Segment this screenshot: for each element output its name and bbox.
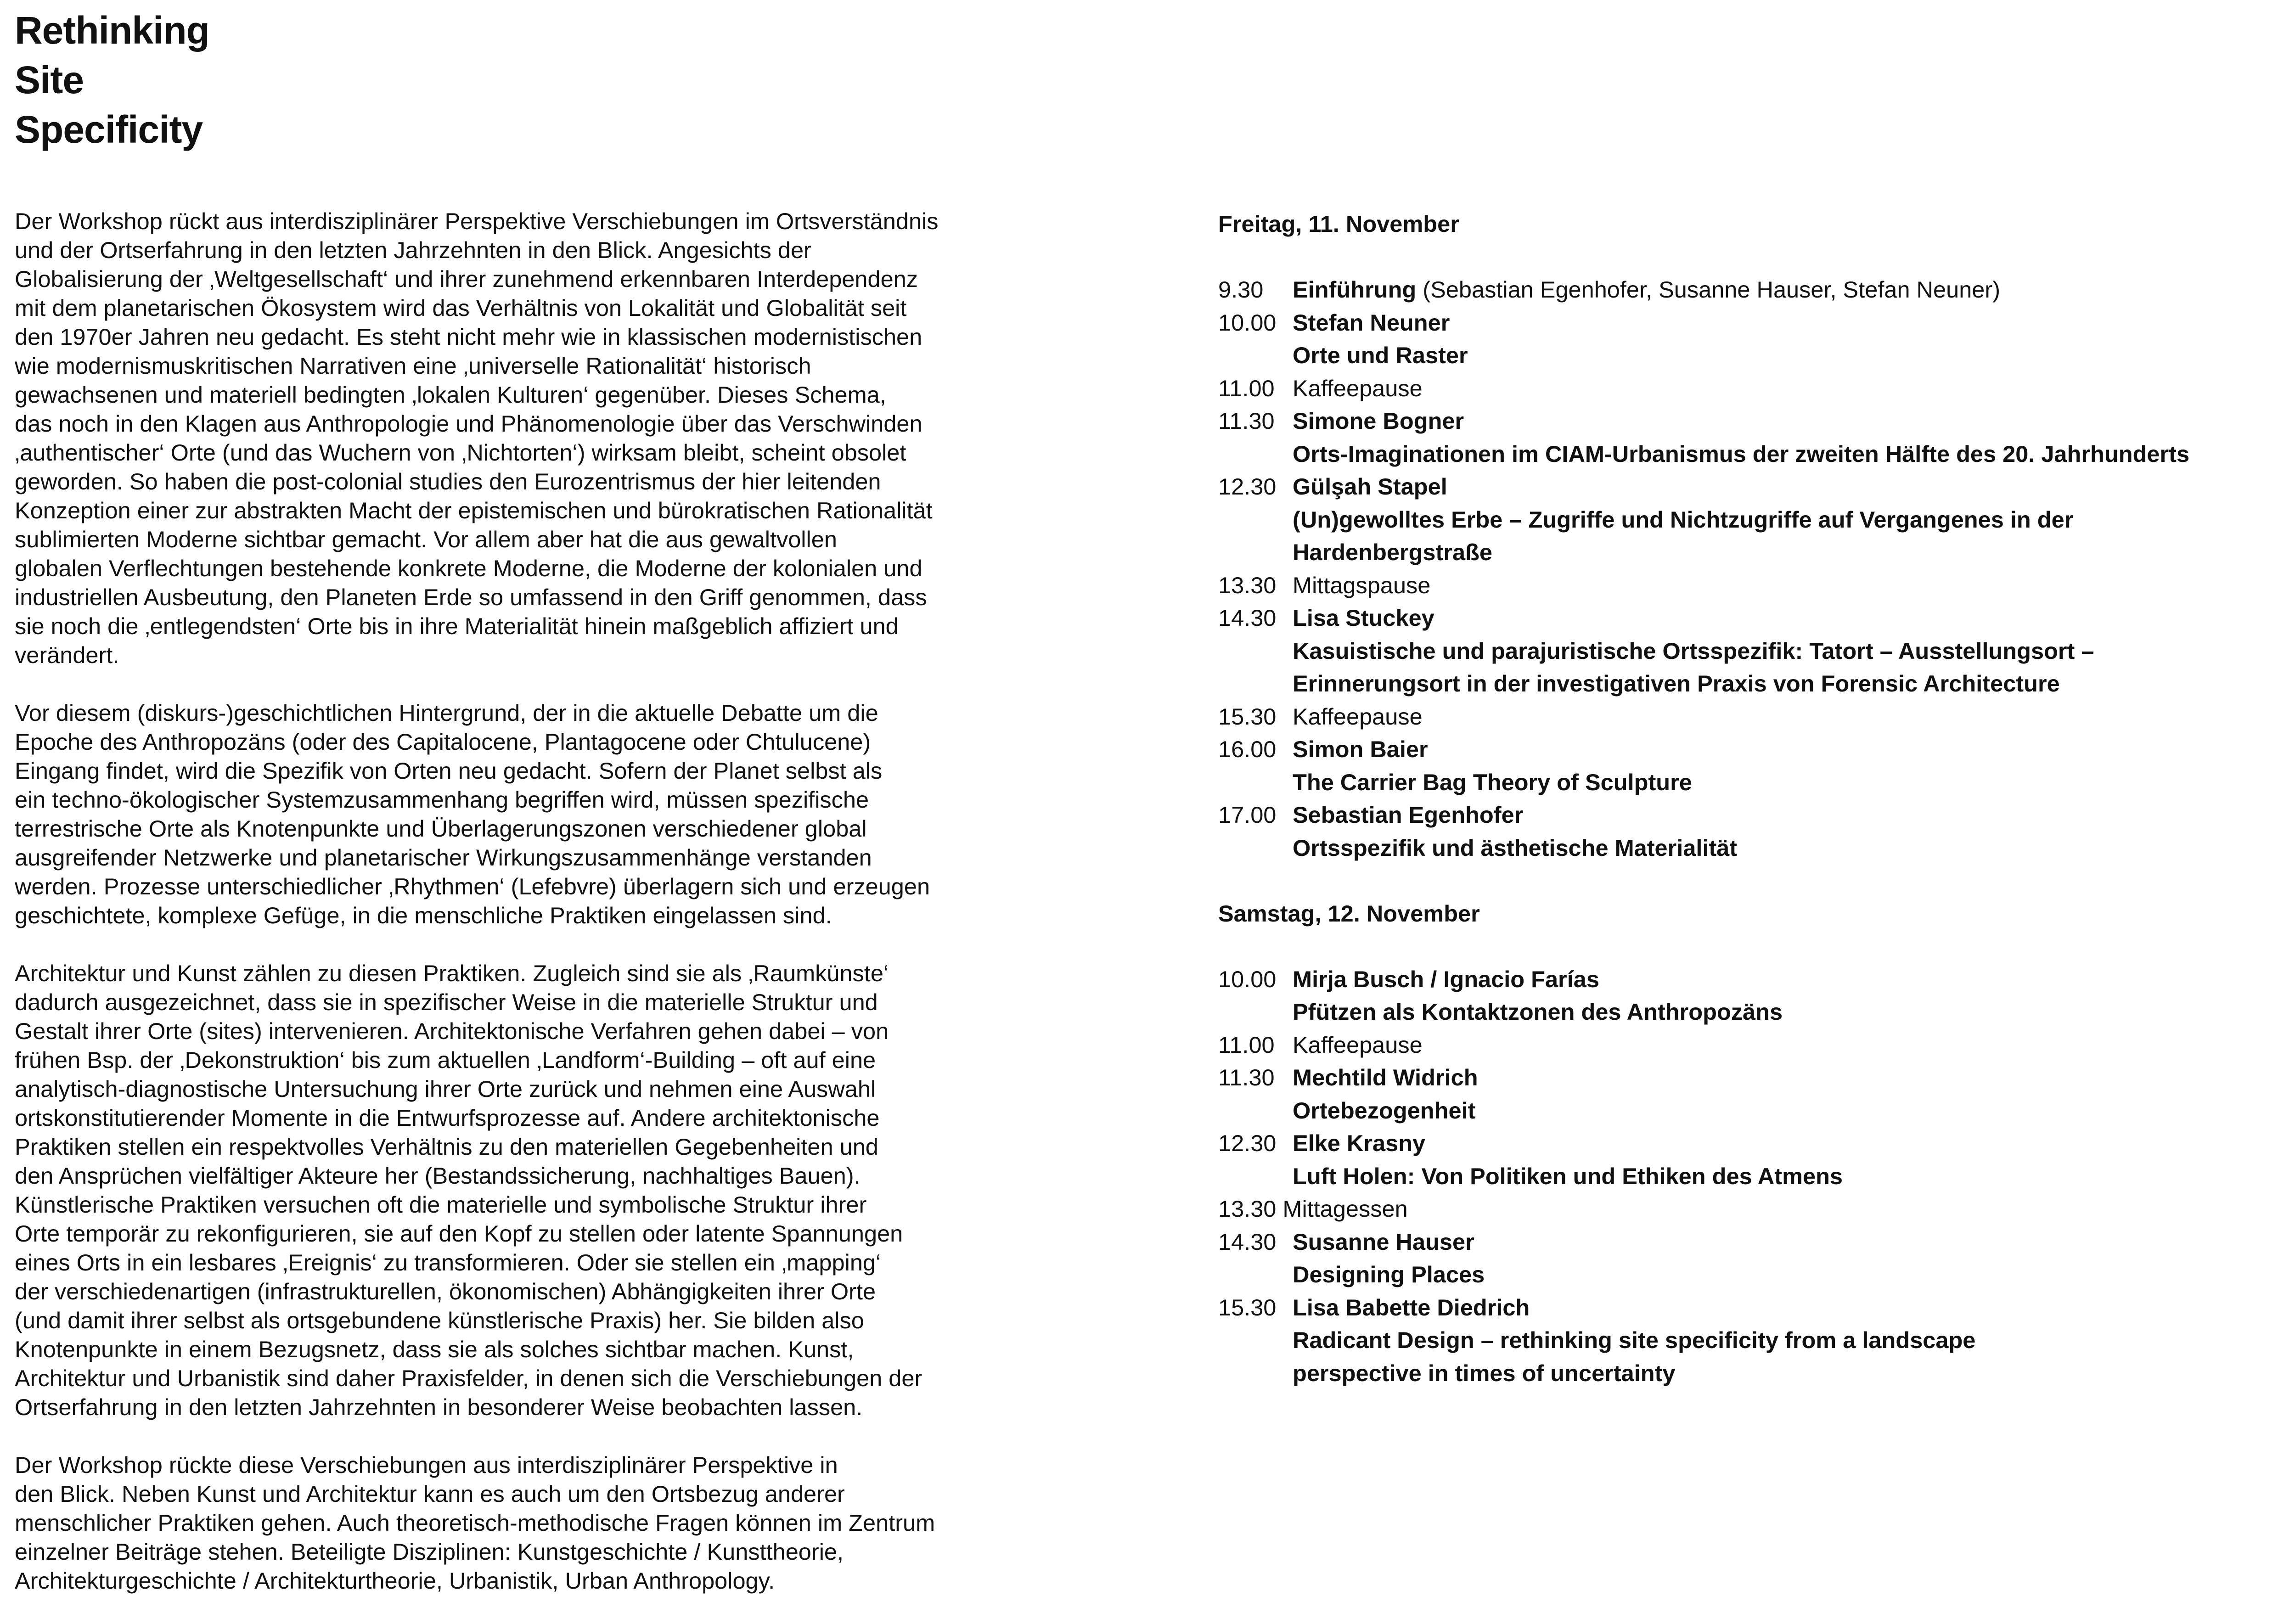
entry-speaker: Mirja Busch / Ignacio Farías [1293, 966, 1599, 992]
schedule-entry [1218, 569, 2270, 602]
entry-time: 11.30 [1218, 408, 1275, 434]
entry-break: Kaffeepause [1293, 1031, 1423, 1058]
entry-talk-title: Designing Places [1293, 1261, 1485, 1287]
saturday-entries [1218, 963, 2270, 1193]
schedule-entry [1218, 1127, 2270, 1192]
schedule-entry [1218, 1061, 2270, 1127]
schedule-entry [1218, 405, 2270, 470]
friday-entries [1218, 306, 2270, 865]
entry-talk-title: Ortsspezifik und ästhetische Materialität [1293, 834, 1738, 861]
entry-talk-title: (Un)gewolltes Erbe – Zugriffe und Nichtzugriffe auf Vergangenes in der [1293, 506, 2074, 533]
entry-time: 12.30 [1218, 473, 1277, 500]
entry-talk-title: Luft Holen: Von Politiken und Ethiken des Atmens [1293, 1163, 1843, 1189]
entry-time: 12.30 [1218, 1130, 1277, 1156]
schedule-entry [1218, 1192, 2270, 1225]
entry-speaker: Lisa Stuckey [1293, 605, 1434, 631]
schedule-entry [1218, 1225, 2270, 1291]
entry-time: 15.30 [1218, 1294, 1277, 1321]
entry-time: 17.00 [1218, 802, 1277, 828]
schedule-entry [1218, 700, 2270, 733]
entry-time: 15.30 [1218, 703, 1277, 730]
day-heading: Samstag, 12. November [1218, 900, 1480, 927]
entry-speaker: Lisa Babette Diedrich [1293, 1294, 1530, 1321]
entry-talk-title: Ortebezogenheit [1293, 1097, 1476, 1124]
entry-talk-title: Radicant Design – rethinking site specificity from a landscape [1293, 1327, 1976, 1353]
day-friday [1218, 208, 2270, 864]
page-title [15, 6, 209, 154]
day-saturday [1218, 897, 2270, 1390]
intro-text [15, 207, 1089, 1624]
saturday-entries-after [1218, 1225, 2270, 1390]
entry-break: Mittagspause [1293, 572, 1431, 598]
entry-break: Kaffeepause [1293, 703, 1423, 730]
schedule-entry [1218, 1028, 2270, 1062]
entry-talk-title: Kasuistische und parajuristische Ortsspezifik: Tatort – Ausstellungsort – [1293, 637, 2094, 664]
entry-speaker: Simon Baier [1293, 736, 1428, 762]
entry-break: Kaffeepause [1293, 375, 1423, 401]
title-line: Rethinking [15, 9, 209, 52]
entry-time: 11.30 [1218, 1064, 1275, 1090]
entry-time: 13.30 [1218, 572, 1277, 598]
intro-paragraph: Der Workshop rückte diese Verschiebungen aus interdisziplinärer Perspektive in den Blick. Neben Kunst und Architektur kann es auch um den Ortsbezug anderer menschlicher Praktiken gehen. Auch theoretisch-methodische Fragen können im Zentrum einzelner Beiträge stehen. Beteiligte Disziplinen: Kunstgeschichte / Kunsttheorie, Architekturgeschichte / Architekturtheorie, Urbanistik, Urban Anthropology. [15, 1452, 935, 1594]
intro-paragraph: Vor diesem (diskurs-)geschichtlichen Hintergrund, der in die aktuelle Debatte um die Epoche des Anthropozäns (oder des Capitalocene, Plantagocene oder Chtulucene) Eingang findet, wird die Spezifik von Orten neu gedacht. Sofern der Planet selbst als ein techno-ökologischer Systemzusammenhang begriffen wird, müssen spezifische terrestrische Orte als Knotenpunkte und Überlagerungszonen verschiedener global ausgreifender Netzwerke und planetarischer Wirkungszusammenhänge verstanden werden. Prozesse unterschiedlicher ‚Rhythmen‘ (Lefebvre) überlagern sich und erzeugen geschichtete, komplexe Gefüge, in die menschliche Praktiken eingelassen sind. [15, 700, 930, 928]
intro-paragraph: Architektur und Kunst zählen zu diesen Praktiken. Zugleich sind sie als ‚Raumkünste‘ dadurch ausgezeichnet, dass sie in spezifischer Weise in die materielle Struktur und Gestalt ihrer Orte (sites) intervenieren. Architektonische Verfahren gehen dabei – von frühen Bsp. der ‚Dekonstruktion‘ bis zum aktuellen ‚Landform‘-Building – oft auf eine analytisch-diagnostische Untersuchung ihrer Orte zurück und nehmen eine Auswahl ortskonstitutierender Momente in die Entwurfsprozesse auf. Andere architektonische Praktiken stellen ein respektvolles Verhältnis zu den materiellen Gegebenheiten und den Ansprüchen vielfältiger Akteure her (Bestandssicherung, nachhaltiges Bauen). Künstlerische Praktiken versuchen oft die materielle und symbolische Struktur ihrer Orte temporär zu rekonfigurieren, sie auf den Kopf zu stellen oder latente Spannungen eines Orts in ein lesbares ‚Ereignis‘ zu transformieren. Oder sie stellen ein ‚mapping‘ der verschiedenartigen (infrastrukturellen, ökonomischen) Abhängigkeiten ihrer Orte (und damit ihrer selbst als ortsgebundene künstlerische Praxis) her. Sie bilden also Knotenpunkte in einem Bezugsnetz, dass sie als solches sichtbar machen. Kunst, Architektur und Urbanistik sind daher Praxisfelder, in denen sich die Verschiebungen der Ortserfahrung in den letzten Jahrzehnten in besonderer Weise beobachten lassen. [15, 960, 922, 1420]
schedule-entry [1218, 306, 2270, 372]
entry-title: Einführung [1293, 276, 1417, 303]
entry-speaker: Susanne Hauser [1293, 1228, 1474, 1255]
schedule-entry [1218, 1291, 2270, 1390]
entry-time: 16.00 [1218, 736, 1277, 762]
schedule [1218, 208, 2270, 1422]
entry-talk-title: Hardenbergstraße [1293, 539, 1492, 565]
schedule-entry [1218, 733, 2270, 798]
entry-break: Mittagessen [1282, 1196, 1408, 1222]
schedule-entry [1218, 798, 2270, 864]
entry-time: 13.30 [1218, 1196, 1277, 1222]
schedule-entry [1218, 273, 2270, 306]
entry-talk-title: perspective in times of uncertainty [1293, 1360, 1676, 1386]
entry-speaker: Gülşah Stapel [1293, 473, 1447, 500]
intro-paragraph: Der Workshop rückt aus interdisziplinärer Perspektive Verschiebungen im Ortsverständnis und der Ortserfahrung in den letzten Jahrzehnten in den Blick. Angesichts der Globalisierung der ‚Weltgesellschaft‘ und ihrer zunehmend erkennbaren Interdependenz mit dem planetarischen Ökosystem wird das Verhältnis von Lokalität und Globalität seit den 1970er Jahren neu gedacht. Es steht nicht mehr wie in klassischen modernistischen wie modernismuskritischen Narrativen eine ‚universelle Rationalität‘ historisch gewachsenen und materiell bedingten ‚lokalen Kulturen‘ gegenüber. Dieses Schema, das noch in den Klagen aus Anthropologie und Phänomenologie über das Verschwinden ‚authentischer‘ Orte (und das Wuchern von ‚Nichtorten‘) wirksam bleibt, scheint obsolet geworden. So haben die post-colonial studies den Eurozentrismus der hier leitenden Konzeption einer zur abstrakten Macht der epistemischen und bürokratischen Rationalität sublimierten Moderne sichtbar gemacht. Vor allem aber hat die aus gewaltvollen globalen Verflechtungen bestehende konkrete Moderne, die Moderne der kolonialen und industriellen Ausbeutung, den Planeten Erde so umfassend in den Griff genommen, dass sie noch die ‚entlegendsten‘ Orte bis in ihre Materialität hinein maßgeblich affiziert und verändert. [15, 208, 939, 668]
entry-note: (Sebastian Egenhofer, Susanne Hauser, Stefan Neuner) [1423, 276, 2001, 303]
entry-speaker: Mechtild Widrich [1293, 1064, 1478, 1090]
entry-time: 9.30 [1218, 276, 1264, 303]
entry-time: 10.00 [1218, 966, 1277, 992]
schedule-entry [1218, 372, 2270, 405]
entry-speaker: Stefan Neuner [1293, 309, 1450, 336]
entry-talk-title: Orte und Raster [1293, 342, 1468, 368]
title-line: Specificity [15, 108, 203, 151]
title-line: Site [15, 58, 84, 101]
entry-time: 14.30 [1218, 605, 1277, 631]
entry-time: 11.00 [1218, 375, 1275, 401]
entry-talk-title: Erinnerungsort in der investigativen Praxis von Forensic Architecture [1293, 670, 2060, 697]
schedule-entry [1218, 601, 2270, 700]
entry-time: 14.30 [1218, 1228, 1277, 1255]
entry-talk-title: Pfützen als Kontaktzonen des Anthropozäns [1293, 999, 1783, 1025]
day-heading: Freitag, 11. November [1218, 211, 1459, 237]
schedule-entry [1218, 470, 2270, 569]
entry-time: 11.00 [1218, 1031, 1275, 1058]
entry-speaker: Simone Bogner [1293, 408, 1464, 434]
entry-speaker: Elke Krasny [1293, 1130, 1426, 1156]
entry-talk-title: Orts-Imaginationen im CIAM-Urbanismus der zweiten Hälfte des 20. Jahrhunderts [1293, 440, 2190, 467]
schedule-entry [1218, 963, 2270, 1028]
entry-talk-title: The Carrier Bag Theory of Sculpture [1293, 769, 1692, 795]
entry-speaker: Sebastian Egenhofer [1293, 802, 1524, 828]
entry-time: 10.00 [1218, 309, 1277, 336]
